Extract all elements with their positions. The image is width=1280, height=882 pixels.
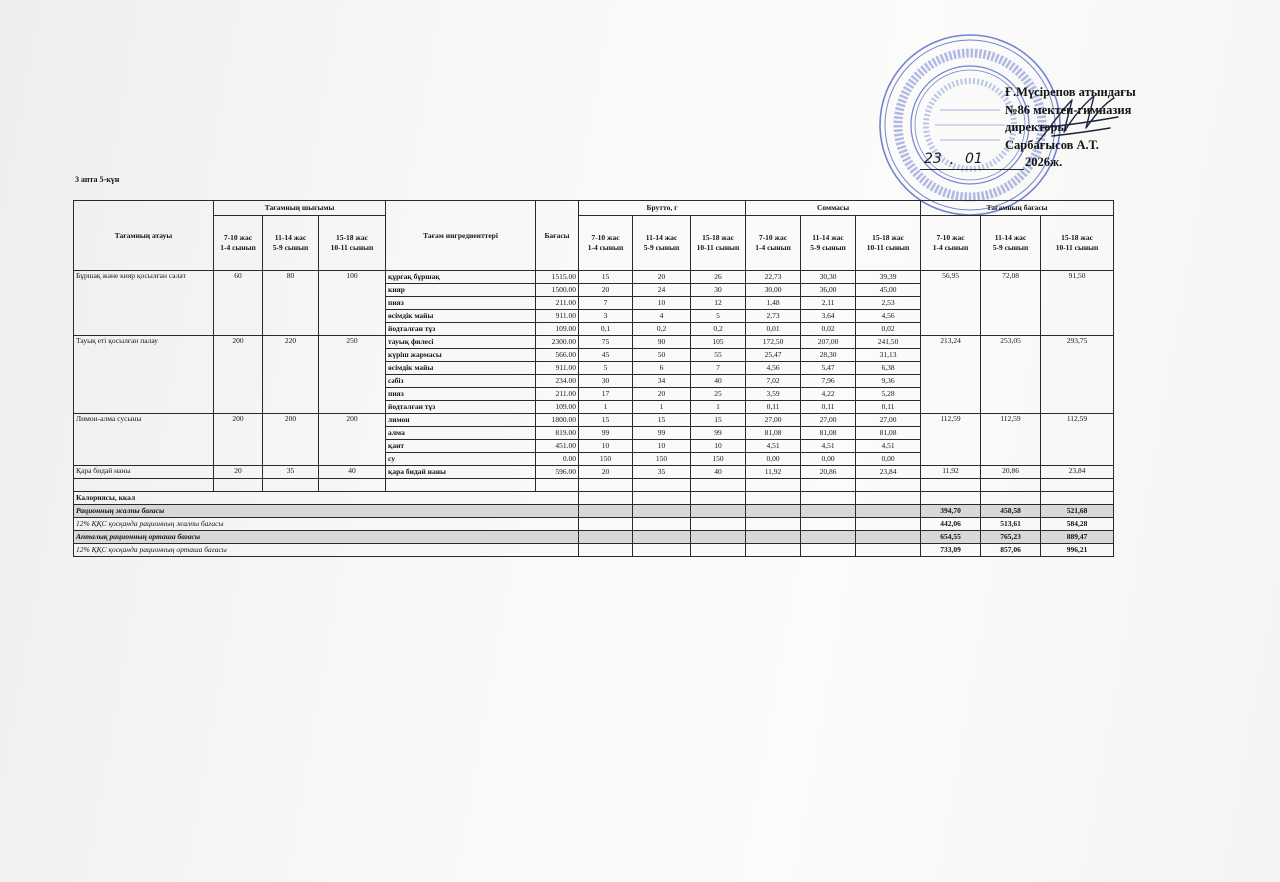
summary-empty-cell [856, 531, 921, 544]
summary-value: 458,58 [981, 505, 1041, 518]
ingredient-sum: 4,56 [746, 362, 801, 375]
summary-label: Калориясы, ккал [74, 492, 579, 505]
summary-empty-cell [691, 518, 746, 531]
ingredient-sum: 4,51 [801, 440, 856, 453]
ingredient-sum: 5,47 [801, 362, 856, 375]
summary-value: 442,06 [921, 518, 981, 531]
col-yield: Тағамның шығымы [214, 201, 386, 216]
ingredient-sum: 0,11 [746, 401, 801, 414]
summary-empty-cell [633, 544, 691, 557]
summary-value [981, 492, 1041, 505]
summary-empty-cell [691, 505, 746, 518]
dish-name: Лимон-алма сусыны [74, 414, 214, 466]
dish-yield: 100 [319, 271, 386, 336]
ingredient-gross: 55 [691, 349, 746, 362]
dish-price: 213,24 [921, 336, 981, 414]
ingredient-sum: 25,47 [746, 349, 801, 362]
ingredient-sum: 31,13 [856, 349, 921, 362]
age-group-header-sum [801, 216, 856, 271]
col-gross: Брутто, г [579, 201, 746, 216]
dish-yield: 40 [319, 466, 386, 479]
ingredient-price: 0.00 [536, 453, 579, 466]
ingredient-gross: 25 [691, 388, 746, 401]
ingredient-gross: 3 [579, 310, 633, 323]
grade-range: 5-9 сынып [272, 243, 309, 252]
dish-price: 293,75 [1041, 336, 1114, 414]
ingredient-name: қант [386, 440, 536, 453]
summary-row [74, 518, 1114, 531]
ingredient-sum: 3,64 [801, 310, 856, 323]
ingredient-gross: 26 [691, 271, 746, 284]
approval-line-position: директоры [1005, 120, 1068, 134]
grade-range: 5-9 сынып [643, 243, 680, 252]
dish-price: 72,08 [981, 271, 1041, 336]
ingredient-sum: 0,11 [856, 401, 921, 414]
summary-row [74, 531, 1114, 544]
summary-empty-cell [856, 492, 921, 505]
header-row [74, 201, 1114, 216]
age-group-header-yield [214, 216, 263, 271]
ingredient-sum: 20,86 [801, 466, 856, 479]
summary-empty-cell [746, 492, 801, 505]
ingredient-gross: 1 [691, 401, 746, 414]
summary-empty-cell [746, 544, 801, 557]
ingredient-gross: 150 [579, 453, 633, 466]
ingredient-name: сәбіз [386, 375, 536, 388]
empty-cell [214, 479, 263, 492]
ingredient-gross: 20 [633, 388, 691, 401]
ingredient-sum: 7,02 [746, 375, 801, 388]
age-range: 15-18 жас [336, 233, 368, 242]
summary-empty-cell [691, 531, 746, 544]
ingredient-sum: 172,50 [746, 336, 801, 349]
ingredient-gross: 99 [691, 427, 746, 440]
summary-label: 12% ҚҚС қосқанда рационның жалпы бағасы [74, 518, 579, 531]
ingredient-gross: 1 [579, 401, 633, 414]
summary-empty-cell [691, 492, 746, 505]
table-row [74, 414, 1114, 427]
ingredient-gross: 150 [691, 453, 746, 466]
menu-body [74, 271, 1114, 557]
summary-empty-cell [856, 505, 921, 518]
ingredient-name: кияр [386, 284, 536, 297]
grade-range: 5-9 сынып [810, 243, 846, 252]
age-range: 7-10 жас [223, 233, 253, 242]
ingredient-gross: 5 [579, 362, 633, 375]
age-range: 15-18 жас [872, 233, 904, 242]
ingredient-price: 1515.00 [536, 271, 579, 284]
summary-value: 889,47 [1041, 531, 1114, 544]
ingredient-name: өсімдік майы [386, 310, 536, 323]
ingredient-price: 109.00 [536, 401, 579, 414]
empty-cell [263, 479, 319, 492]
table-row [74, 336, 1114, 349]
ingredient-sum: 81,08 [746, 427, 801, 440]
summary-empty-cell [633, 518, 691, 531]
dish-price: 20,86 [981, 466, 1041, 479]
empty-cell [691, 479, 746, 492]
age-range: 15-18 жас [702, 233, 734, 242]
ingredient-sum: 28,30 [801, 349, 856, 362]
ingredient-gross: 15 [579, 414, 633, 427]
dish-yield: 200 [319, 414, 386, 466]
ingredient-gross: 0,2 [633, 323, 691, 336]
ingredient-gross: 45 [579, 349, 633, 362]
summary-row [74, 492, 1114, 505]
ingredient-gross: 20 [579, 284, 633, 297]
ingredient-gross: 20 [633, 271, 691, 284]
summary-empty-cell [801, 544, 856, 557]
dish-name: Бұршақ және кияр қосылған салат [74, 271, 214, 336]
approval-line-director-name: Сарбағысов А.Т. [1005, 137, 1099, 152]
date-day-handwritten: 23 [924, 151, 942, 167]
table-row [74, 466, 1114, 479]
ingredient-gross: 50 [633, 349, 691, 362]
dish-price: 112,59 [981, 414, 1041, 466]
ingredient-name: лимон [386, 414, 536, 427]
summary-value: 394,70 [921, 505, 981, 518]
age-group-header-yield [319, 216, 386, 271]
summary-value: 733,09 [921, 544, 981, 557]
age-range: 7-10 жас [936, 233, 965, 242]
ingredient-name: йодталған тұз [386, 323, 536, 336]
ingredient-gross: 10 [633, 297, 691, 310]
dish-yield: 200 [214, 414, 263, 466]
dish-price: 112,59 [1041, 414, 1114, 466]
ingredient-gross: 12 [691, 297, 746, 310]
age-group-header-sum [746, 216, 801, 271]
col-sum: Соммасы [746, 201, 921, 216]
ingredient-gross: 0,1 [579, 323, 633, 336]
ingredient-gross: 10 [633, 440, 691, 453]
col-price: Бағасы [536, 201, 579, 271]
age-group-header-gross [691, 216, 746, 271]
col-dish-name: Тағамның атауы [74, 201, 214, 271]
ingredient-price: 234.00 [536, 375, 579, 388]
ingredient-gross: 10 [579, 440, 633, 453]
summary-empty-cell [691, 544, 746, 557]
ingredient-gross: 90 [633, 336, 691, 349]
ingredient-price: 1800.00 [536, 414, 579, 427]
age-group-header-gross [633, 216, 691, 271]
ingredient-sum: 81,08 [801, 427, 856, 440]
dish-name: Қара бидай наны [74, 466, 214, 479]
ingredient-gross: 40 [691, 375, 746, 388]
empty-row [74, 479, 1114, 492]
dish-yield: 250 [319, 336, 386, 414]
ingredient-gross: 34 [633, 375, 691, 388]
ingredient-sum: 45,00 [856, 284, 921, 297]
ingredient-gross: 4 [633, 310, 691, 323]
summary-empty-cell [579, 492, 633, 505]
summary-empty-cell [579, 544, 633, 557]
ingredient-name: қара бидай наны [386, 466, 536, 479]
summary-empty-cell [801, 531, 856, 544]
summary-label: Рационның жалпы бағасы [74, 505, 579, 518]
ingredient-price: 109.00 [536, 323, 579, 336]
ingredient-sum: 39,39 [856, 271, 921, 284]
ingredient-price: 566.00 [536, 349, 579, 362]
summary-empty-cell [856, 544, 921, 557]
ingredient-gross: 15 [579, 271, 633, 284]
ingredient-gross: 1 [633, 401, 691, 414]
summary-empty-cell [633, 505, 691, 518]
ingredient-sum: 2,53 [856, 297, 921, 310]
ingredient-gross: 10 [691, 440, 746, 453]
dish-yield: 60 [214, 271, 263, 336]
summary-label: 12% ҚҚС қосқанда рационның орташа бағасы [74, 544, 579, 557]
grade-range: 10-11 сынып [696, 243, 740, 252]
summary-value [1041, 492, 1114, 505]
dish-yield: 20 [214, 466, 263, 479]
ingredient-gross: 6 [633, 362, 691, 375]
summary-empty-cell [579, 518, 633, 531]
ingredient-sum: 207,00 [801, 336, 856, 349]
age-range: 15-18 жас [1061, 233, 1093, 242]
ingredient-sum: 27,00 [856, 414, 921, 427]
ingredient-sum: 23,84 [856, 466, 921, 479]
ingredient-gross: 20 [579, 466, 633, 479]
ingredient-price: 911.00 [536, 310, 579, 323]
ingredient-sum: 6,38 [856, 362, 921, 375]
empty-cell [1041, 479, 1114, 492]
date-month-handwritten: 01 [965, 151, 983, 167]
summary-value: 521,68 [1041, 505, 1114, 518]
ingredient-gross: 99 [579, 427, 633, 440]
ingredient-gross: 5 [691, 310, 746, 323]
empty-cell [801, 479, 856, 492]
empty-cell [921, 479, 981, 492]
ingredient-price: 1500.00 [536, 284, 579, 297]
col-ingredients: Тағам ингредиенттері [386, 201, 536, 271]
ingredient-price: 596.00 [536, 466, 579, 479]
dish-price: 56,95 [921, 271, 981, 336]
ingredient-gross: 15 [633, 414, 691, 427]
ingredient-sum: 22,73 [746, 271, 801, 284]
summary-empty-cell [579, 531, 633, 544]
grade-range: 10-11 сынып [1055, 243, 1099, 252]
dish-price: 112,59 [921, 414, 981, 466]
empty-cell [579, 479, 633, 492]
ingredient-sum: 11,92 [746, 466, 801, 479]
summary-value: 584,28 [1041, 518, 1114, 531]
ingredient-gross: 30 [691, 284, 746, 297]
age-range: 11-14 жас [645, 233, 678, 242]
age-group-header-dish-price [981, 216, 1041, 271]
summary-empty-cell [633, 531, 691, 544]
ingredient-sum: 0,02 [856, 323, 921, 336]
ingredient-name: пияз [386, 297, 536, 310]
summary-row [74, 544, 1114, 557]
ingredient-gross: 35 [633, 466, 691, 479]
ingredient-sum: 30,00 [746, 284, 801, 297]
age-group-header-yield [263, 216, 319, 271]
ingredient-gross: 17 [579, 388, 633, 401]
grade-range: 10-11 сынып [330, 243, 374, 252]
ingredient-sum: 27,00 [746, 414, 801, 427]
empty-cell [746, 479, 801, 492]
ingredient-gross: 7 [579, 297, 633, 310]
ingredient-price: 819.00 [536, 427, 579, 440]
ingredient-name: құрғақ бұршақ [386, 271, 536, 284]
grade-range: 5-9 сынып [992, 243, 1029, 252]
ingredient-sum: 1,48 [746, 297, 801, 310]
ingredient-price: 211.00 [536, 297, 579, 310]
ingredient-sum: 241,50 [856, 336, 921, 349]
summary-row [74, 505, 1114, 518]
ingredient-gross: 0,2 [691, 323, 746, 336]
ingredient-sum: 0,11 [801, 401, 856, 414]
ingredient-sum: 36,00 [801, 284, 856, 297]
ingredient-name: алма [386, 427, 536, 440]
ingredient-price: 211.00 [536, 388, 579, 401]
summary-value: 513,61 [981, 518, 1041, 531]
age-range: 7-10 жас [591, 233, 620, 242]
dish-price: 253,05 [981, 336, 1041, 414]
empty-cell [856, 479, 921, 492]
empty-cell [74, 479, 214, 492]
empty-cell [386, 479, 536, 492]
summary-empty-cell [856, 518, 921, 531]
ingredient-sum: 2,11 [801, 297, 856, 310]
empty-cell [319, 479, 386, 492]
dish-yield: 220 [263, 336, 319, 414]
age-group-header-gross [579, 216, 633, 271]
header-row-age-groups [74, 216, 1114, 271]
summary-empty-cell [801, 518, 856, 531]
grade-range: 1-4 сынып [932, 243, 969, 252]
ingredient-gross: 7 [691, 362, 746, 375]
age-range: 11-14 жас [812, 233, 844, 242]
week-day-note: 3 апта 5-күн [75, 175, 120, 184]
table-row [74, 271, 1114, 284]
ingredient-sum: 0,00 [856, 453, 921, 466]
empty-cell [536, 479, 579, 492]
ingredient-sum: 0,00 [801, 453, 856, 466]
age-range: 11-14 жас [274, 233, 307, 242]
date-separator: . [950, 153, 953, 167]
summary-empty-cell [746, 518, 801, 531]
ingredient-sum: 2,73 [746, 310, 801, 323]
dish-price: 23,84 [1041, 466, 1114, 479]
ingredient-gross: 99 [633, 427, 691, 440]
summary-empty-cell [579, 505, 633, 518]
date-underline [920, 169, 1024, 170]
ingredient-sum: 0,02 [801, 323, 856, 336]
summary-value: 765,23 [981, 531, 1041, 544]
ingredient-sum: 4,51 [746, 440, 801, 453]
ingredient-name: өсімдік майы [386, 362, 536, 375]
ingredient-sum: 5,28 [856, 388, 921, 401]
ingredient-sum: 4,51 [856, 440, 921, 453]
dish-yield: 200 [263, 414, 319, 466]
grade-range: 1-4 сынып [220, 243, 256, 252]
summary-empty-cell [801, 492, 856, 505]
ingredient-price: 2300.00 [536, 336, 579, 349]
ingredient-price: 451.00 [536, 440, 579, 453]
dish-yield: 200 [214, 336, 263, 414]
ingredient-name: йодталған тұз [386, 401, 536, 414]
ingredient-name: су [386, 453, 536, 466]
menu-table [73, 200, 1114, 557]
ingredient-sum: 7,96 [801, 375, 856, 388]
dish-yield: 80 [263, 271, 319, 336]
ingredient-name: пияз [386, 388, 536, 401]
ingredient-gross: 105 [691, 336, 746, 349]
ingredient-gross: 40 [691, 466, 746, 479]
summary-value [921, 492, 981, 505]
age-range: 11-14 жас [994, 233, 1027, 242]
ingredient-gross: 30 [579, 375, 633, 388]
empty-cell [633, 479, 691, 492]
summary-empty-cell [633, 492, 691, 505]
summary-empty-cell [801, 505, 856, 518]
grade-range: 1-4 сынып [587, 243, 624, 252]
dish-price: 11,92 [921, 466, 981, 479]
summary-value: 654,55 [921, 531, 981, 544]
summary-value: 857,06 [981, 544, 1041, 557]
ingredient-sum: 9,36 [856, 375, 921, 388]
ingredient-sum: 0,01 [746, 323, 801, 336]
ingredient-price: 911.00 [536, 362, 579, 375]
grade-range: 10-11 сынып [866, 243, 910, 252]
dish-yield: 35 [263, 466, 319, 479]
ingredient-gross: 24 [633, 284, 691, 297]
approval-line-school-number: №86 мектеп-гимназия [1005, 102, 1132, 117]
date-year: 2026ж. [1025, 155, 1063, 169]
summary-value: 996,21 [1041, 544, 1114, 557]
ingredient-sum: 4,22 [801, 388, 856, 401]
ingredient-sum: 81,08 [856, 427, 921, 440]
dish-name: Тауық еті қосылған палау [74, 336, 214, 414]
grade-range: 1-4 сынып [755, 243, 791, 252]
dish-price: 91,50 [1041, 271, 1114, 336]
summary-label: Апталық рационның орташа бағасы [74, 531, 579, 544]
ingredient-gross: 15 [691, 414, 746, 427]
approval-block [1005, 84, 1136, 154]
ingredient-name: тауық филесі [386, 336, 536, 349]
ingredient-sum: 3,59 [746, 388, 801, 401]
age-group-header-dish-price [1041, 216, 1114, 271]
ingredient-gross: 150 [633, 453, 691, 466]
ingredient-sum: 4,56 [856, 310, 921, 323]
ingredient-name: күріш жармасы [386, 349, 536, 362]
age-group-header-sum [856, 216, 921, 271]
ingredient-sum: 0,00 [746, 453, 801, 466]
ingredient-gross: 75 [579, 336, 633, 349]
col-dish-price: Тағамның бағасы [921, 201, 1114, 216]
empty-cell [981, 479, 1041, 492]
approval-line-school-name: Ғ.Мүсірепов атындағы [1005, 85, 1136, 99]
age-range: 7-10 жас [758, 233, 788, 242]
ingredient-sum: 30,30 [801, 271, 856, 284]
summary-empty-cell [746, 505, 801, 518]
age-group-header-dish-price [921, 216, 981, 271]
ingredient-sum: 27,00 [801, 414, 856, 427]
summary-empty-cell [746, 531, 801, 544]
